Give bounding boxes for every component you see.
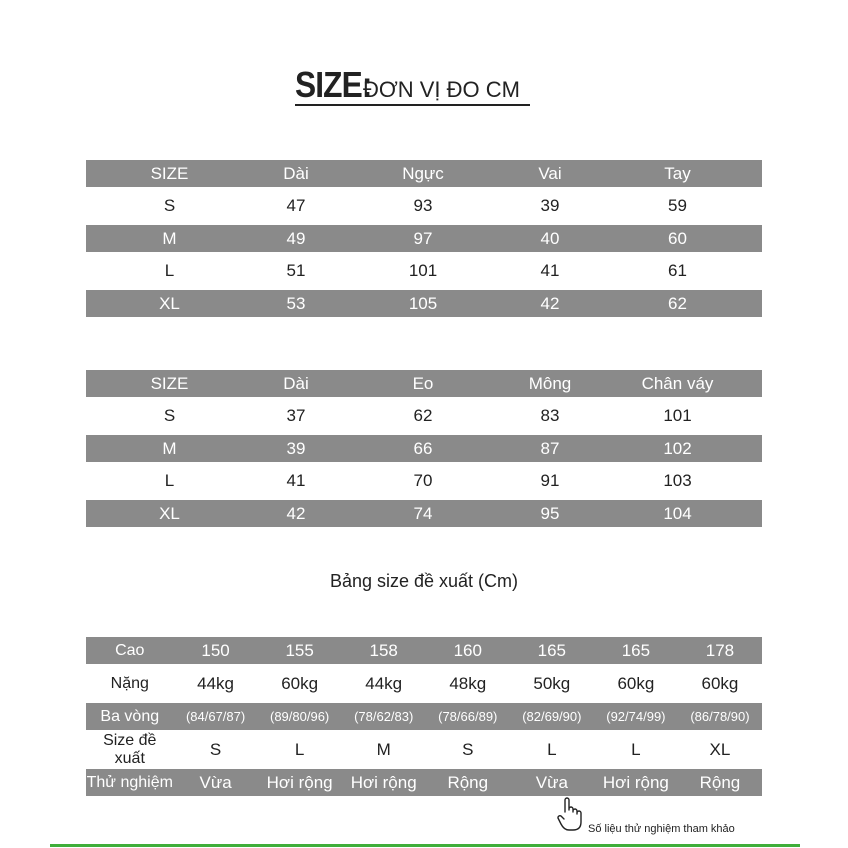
table-row bbox=[86, 225, 762, 252]
title-size: SIZE: bbox=[295, 64, 372, 105]
table-cell: Vừa bbox=[199, 772, 232, 792]
table-cell: 160 bbox=[453, 640, 482, 660]
table-cell: 42 bbox=[286, 503, 306, 523]
table-cell: 39 bbox=[540, 196, 560, 215]
table-cell: 62 bbox=[668, 293, 687, 313]
table-cell: (86/78/90) bbox=[690, 709, 750, 724]
table-cell: 97 bbox=[413, 228, 433, 248]
table-cell: 53 bbox=[286, 293, 306, 313]
table-cell: 150 bbox=[201, 640, 230, 660]
table-cell: 44kg bbox=[197, 673, 235, 693]
table-cell: L bbox=[164, 261, 175, 280]
table-cell: Rộng bbox=[447, 772, 489, 792]
table-cell: 95 bbox=[540, 503, 560, 523]
table-cell: 103 bbox=[663, 471, 692, 490]
table-cell: 51 bbox=[286, 261, 306, 280]
table-cell: M bbox=[162, 438, 177, 458]
header-cell: Dài bbox=[283, 163, 309, 183]
table-cell: 178 bbox=[705, 640, 735, 660]
note-text: Số liệu thử nghiệm tham khảo bbox=[588, 823, 735, 835]
header-cell: Vai bbox=[538, 163, 562, 183]
table-cell: 37 bbox=[286, 406, 306, 425]
table-cell: (78/62/83) bbox=[354, 709, 414, 724]
table-row bbox=[86, 252, 762, 290]
table-cell: XL bbox=[159, 293, 180, 313]
row-label: Thử nghiệm bbox=[86, 773, 173, 791]
table-cell: 66 bbox=[413, 438, 433, 458]
header-cell: Chân váy bbox=[641, 373, 714, 393]
recommendation-table bbox=[86, 637, 762, 796]
divider bbox=[50, 844, 800, 847]
row-label: Size đề xuất bbox=[103, 731, 157, 767]
table-cell: L bbox=[631, 739, 641, 759]
table-row-measurements bbox=[86, 703, 762, 730]
table-cell: 40 bbox=[540, 228, 560, 248]
table-cell: 165 bbox=[537, 640, 567, 660]
table-cell: 87 bbox=[540, 438, 560, 458]
table-cell: 93 bbox=[413, 196, 433, 215]
table-cell: 61 bbox=[668, 261, 687, 280]
header-cell: Tay bbox=[664, 163, 691, 183]
table-cell: Hơi rộng bbox=[350, 772, 417, 792]
header-cell: Mông bbox=[528, 373, 572, 393]
table-cell: (89/80/96) bbox=[270, 709, 330, 724]
table-cell: 62 bbox=[413, 406, 433, 425]
table-row-trial bbox=[86, 769, 762, 796]
table-cell: 155 bbox=[285, 640, 314, 660]
table-cell: S bbox=[163, 406, 176, 425]
table-cell: Vừa bbox=[535, 772, 568, 792]
table-row-height bbox=[86, 637, 762, 664]
table-cell: 48kg bbox=[449, 673, 487, 693]
table-row bbox=[86, 435, 762, 462]
table-cell: S bbox=[209, 739, 222, 759]
table-cell: M bbox=[376, 739, 391, 759]
table-cell: 44kg bbox=[365, 673, 403, 693]
table-cell: 60kg bbox=[281, 673, 319, 693]
recommendation-title: Bảng size đề xuất (Cm) bbox=[329, 571, 519, 591]
table-cell: L bbox=[294, 739, 305, 759]
table-cell: XL bbox=[159, 503, 180, 523]
table-cell: 50kg bbox=[533, 673, 571, 693]
table-cell: 59 bbox=[668, 196, 687, 215]
table-cell: 41 bbox=[540, 261, 560, 280]
table-cell: (92/74/99) bbox=[606, 709, 666, 724]
table-cell: 60kg bbox=[617, 673, 655, 693]
reference-note bbox=[556, 796, 735, 837]
table-header-row bbox=[86, 160, 762, 187]
hand-pointer-icon bbox=[556, 796, 584, 837]
table-row bbox=[86, 290, 762, 317]
row-label: Nặng bbox=[110, 674, 149, 692]
table-cell: L bbox=[164, 471, 175, 490]
header-cell: SIZE bbox=[150, 373, 189, 393]
table-cell: 102 bbox=[663, 438, 692, 458]
table-cell: 83 bbox=[540, 406, 560, 425]
table-cell: 105 bbox=[408, 293, 438, 313]
table-cell: (84/67/87) bbox=[185, 709, 246, 724]
table-cell: Rộng bbox=[699, 772, 741, 792]
header-cell: SIZE bbox=[150, 163, 189, 183]
table-cell: 101 bbox=[408, 261, 438, 280]
table-cell: 60kg bbox=[701, 673, 739, 693]
table-cell: (78/66/89) bbox=[438, 709, 498, 724]
header-cell: Ngực bbox=[402, 163, 444, 183]
table-cell: 91 bbox=[540, 471, 560, 490]
page-title bbox=[295, 64, 530, 106]
table-cell: 158 bbox=[369, 640, 398, 660]
table-cell: Hơi rộng bbox=[266, 772, 333, 792]
top-size-table bbox=[86, 160, 762, 317]
table-cell: Hơi rộng bbox=[602, 772, 669, 792]
bottom-size-table bbox=[86, 370, 762, 527]
table-cell: 70 bbox=[413, 471, 433, 490]
header-cell: Eo bbox=[412, 373, 434, 393]
table-row-weight bbox=[86, 664, 762, 703]
table-cell: L bbox=[547, 739, 557, 759]
table-cell: 39 bbox=[286, 438, 306, 458]
table-cell: 49 bbox=[286, 228, 306, 248]
table-cell: S bbox=[462, 739, 474, 759]
row-label: Cao bbox=[115, 641, 145, 659]
table-cell: 60 bbox=[668, 228, 687, 248]
title-unit: ĐƠN VỊ ĐO CM bbox=[363, 77, 520, 102]
table-cell: M bbox=[162, 228, 177, 248]
table-cell: 41 bbox=[286, 471, 306, 490]
table-row bbox=[86, 462, 762, 500]
table-cell: 104 bbox=[663, 503, 692, 523]
table-cell: (82/69/90) bbox=[522, 709, 582, 724]
table-cell: 42 bbox=[540, 293, 560, 313]
table-row bbox=[86, 187, 762, 225]
table-row bbox=[86, 500, 762, 527]
table-cell: XL bbox=[709, 739, 731, 759]
table-cell: 74 bbox=[413, 503, 433, 523]
table-cell: 101 bbox=[663, 406, 692, 425]
table-row bbox=[86, 397, 762, 435]
row-label: Ba vòng bbox=[100, 707, 160, 725]
table-cell: 165 bbox=[621, 640, 651, 660]
table-row-suggested-size bbox=[86, 730, 762, 769]
header-cell: Dài bbox=[283, 373, 309, 393]
table-cell: S bbox=[163, 196, 176, 215]
table-cell: 47 bbox=[286, 196, 306, 215]
table-header-row bbox=[86, 370, 762, 397]
